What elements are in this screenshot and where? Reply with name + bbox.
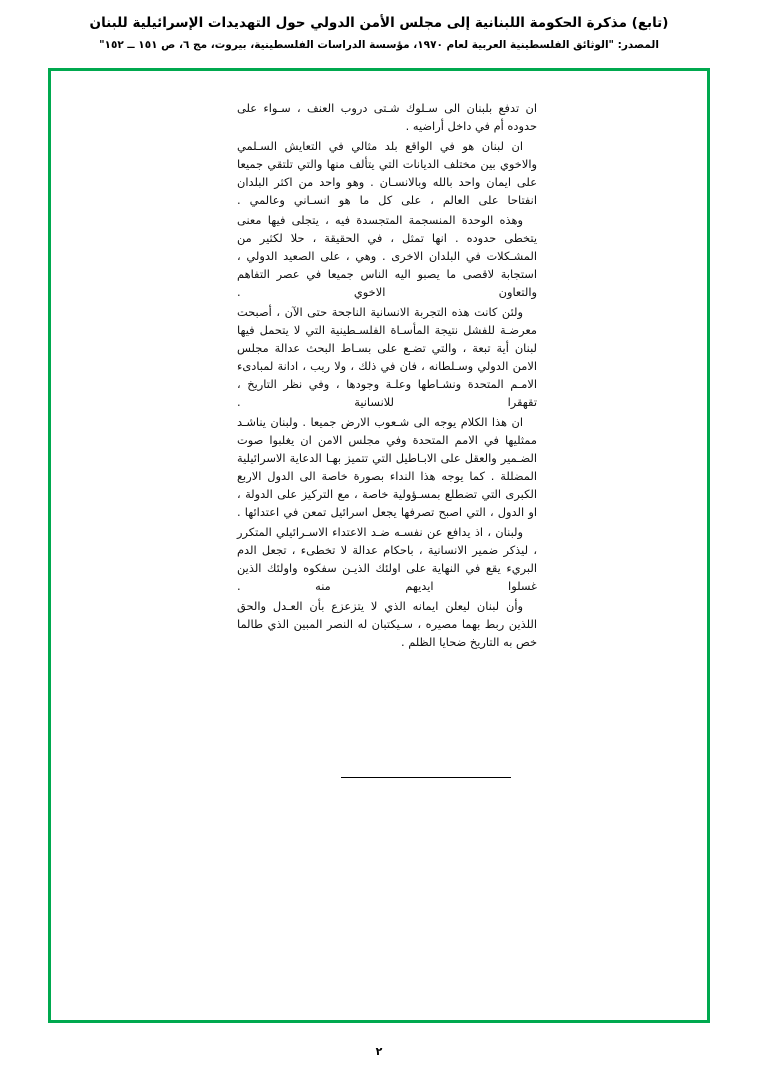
paragraph: ان لبنان هو في الواقع بلد مثالي في التعايش السـلمي والاخوي بين مختلف الديانات التي يتألف منها والتي تلتقي جميعا على ايمان واحد بالله وبالانسـان . وهو واحد من اكثر البلدان انفتاحا على العالم ، على كل ما هو انسـاني وعالمي . [237, 139, 537, 208]
paragraph: ان تدفع بلبنان الى سـلوك شـتى دروب العنف ، سـواء على حدوده أم في داخل أراضيه . [237, 101, 537, 134]
paragraph: ولئن كانت هذه التجربة الانسانية الناجحة حتى الآن ، أصبحت معرضـة للفشل نتيجة المأسـاة الفلسـطينية التي لا يتحمل فيها لبنان أية تبعة ، والتي تضـع على بسـاط البحث عدالة مجلس الامن الدولي وسـلطانه ، فان في ذلك ، ولا ريب ، ادانة لمبادىء الامـم المتحدة ونشـاطها وعلـة وجودها ، وفي نظر التاريخ ، تقهقرا للانسانية . [237, 305, 537, 410]
green-border-frame [48, 68, 710, 1023]
page-header [0, 14, 758, 51]
paragraph: وهذه الوحدة المنسجمة المتجسدة فيه ، يتجلى فيها معنى يتخطى حدوده . انها تمثل ، في الحقيقة ، حلا لكثير من المشـكلات في البلدان الاخرى . وهي ، على الصعيد الدولي ، استجابة لاقصى ما يصبو اليه الناس جميعا في عصر التفاهم والتعاون الاخوي . [237, 213, 537, 300]
paragraph: ولبنان ، اذ يدافع عن نفسـه ضـد الاعتداء الاسـرائيلي المتكرر ، ليذكر ضمير الانسانية ، باحكام عدالة لا تخطىء ، تجعل الدم البريء يقع في النهاية على اولئك الذيـن سفكوه واولئك الذين غسلوا ايديهم منه . [237, 525, 537, 594]
body-text-column [237, 99, 537, 653]
paragraph: وأن لبنان ليعلن ايمانه الذي لا يتزعزع بأن العـدل والحق اللذين ربط بهما مصيره ، سـيكتبان له النصر المبين الذي طالما خص به التاريخ ضحايا الظلم . [237, 599, 537, 650]
section-divider-rule [341, 777, 511, 778]
document-title: (تابع) مذكرة الحكومة اللبنانية إلى مجلس الأمن الدولي حول التهديدات الإسرائيلية للبنان [89, 15, 669, 31]
paragraph: ان هذا الكلام يوجه الى شـعوب الارض جميعا . ولبنان يناشـد ممثليها في الامم المتحدة وفي مجلس الامن ان يغلبوا صوت الضـمير والعقل على الابـاطيل التي تتميز بهـا الدعاية الاسرائيلية المضللة . كما يوجه هذا النداء بصورة خاصة الى الدول الاربع الكبرى التي تضطلع بمسـؤولية خاصة ، مع التركيز على الدولة ، او الدول ، التي اصبح تصرفها يجعل اسرائيل تمعن في اعتدائها . [237, 415, 537, 520]
document-source: المصدر: "الوثائق الفلسطينية العربية لعام ١٩٧٠، مؤسسة الدراسات الفلسطينية، بيروت، مج ٦، ص ١٥١ ــ ١٥٢" [99, 39, 659, 52]
page-number: ٢ [375, 1045, 383, 1058]
